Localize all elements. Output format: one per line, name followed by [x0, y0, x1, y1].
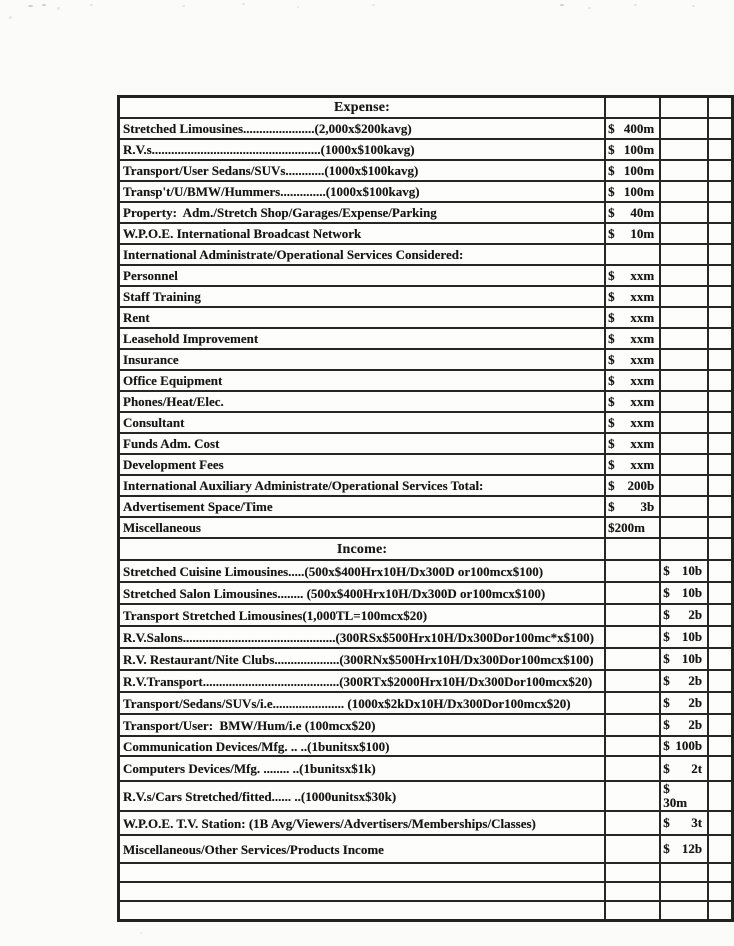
table-row	[119, 475, 733, 496]
row-label: Transport Stretched Limousines(1,000TL=100mcx$20)	[119, 604, 606, 626]
amount-value: 10m	[630, 225, 655, 241]
row-label	[119, 882, 606, 901]
table-row	[119, 670, 733, 692]
clipped-edge-cell	[708, 160, 732, 181]
clipped-edge-cell	[708, 863, 732, 882]
scan-speck	[140, 932, 142, 934]
currency-sign: $	[608, 162, 615, 178]
income-amount-cell	[660, 538, 708, 560]
expense-amount-cell	[605, 454, 660, 475]
table-row	[119, 433, 733, 454]
clipped-edge-cell	[708, 433, 732, 454]
amount-value: 10b	[681, 651, 703, 666]
clipped-edge-cell	[708, 139, 732, 160]
income-amount-cell	[660, 626, 708, 648]
clipped-edge-cell	[708, 223, 732, 244]
table-row	[119, 692, 733, 714]
clipped-edge-cell	[708, 307, 732, 328]
clipped-edge-cell	[708, 496, 732, 517]
currency-sign: $	[663, 760, 670, 776]
amount-value: 10b	[681, 585, 703, 600]
income-amount-cell	[660, 475, 708, 496]
scan-speck	[9, 16, 12, 19]
income-amount-cell	[660, 181, 708, 202]
clipped-edge-cell	[708, 901, 732, 921]
table-row	[119, 496, 733, 517]
amount-line: 30m	[663, 795, 688, 810]
income-amount-cell	[660, 433, 708, 454]
clipped-edge-cell	[708, 286, 732, 307]
income-amount-cell	[660, 756, 708, 781]
clipped-edge-cell	[708, 736, 732, 756]
income-amount-cell	[660, 736, 708, 756]
amount-value: xxm	[630, 330, 655, 346]
table-row	[119, 756, 733, 781]
row-label: Insurance	[119, 349, 606, 370]
expense-amount-cell	[605, 517, 660, 538]
currency-sign: $	[608, 372, 615, 388]
expense-amount-cell	[605, 160, 660, 181]
clipped-edge-cell	[708, 391, 732, 412]
section-title: Income:	[119, 538, 606, 560]
expense-amount-cell	[605, 118, 660, 139]
scan-speck	[692, 5, 695, 7]
expense-amount-cell	[605, 181, 660, 202]
amount-value: 100b	[675, 738, 703, 753]
table-row	[119, 835, 733, 863]
currency-sign: $	[608, 183, 615, 199]
row-label: Communication Devices/Mfg. .. ..(1bunitsx$100)	[119, 736, 606, 756]
row-label: R.V. Restaurant/Nite Clubs....................(300RNx$500Hrx10H/Dx300Dor100mcx$100)	[119, 648, 606, 670]
table-row	[119, 604, 733, 626]
income-amount-cell	[660, 328, 708, 349]
row-label: Stretched Limousines......................(2,000x$200kavg)	[119, 118, 606, 139]
scan-speck	[297, 6, 299, 8]
table-row	[119, 648, 733, 670]
currency-sign: $	[608, 393, 615, 409]
income-amount-cell	[660, 714, 708, 736]
currency-sign: $	[663, 695, 670, 710]
currency-sign: $	[608, 456, 615, 472]
currency-sign: $	[608, 414, 615, 430]
expense-amount-cell	[605, 97, 660, 119]
row-label: R.V.Transport..........................................(300RTx$2000Hrx10H/Dx300Dor100mcx$20)	[119, 670, 606, 692]
row-label: International Auxiliary Administrate/Operational Services Total:	[119, 475, 606, 496]
expense-amount-cell	[605, 756, 660, 781]
table-row	[119, 811, 733, 835]
currency-sign: $	[608, 330, 615, 346]
table-body	[119, 97, 733, 921]
amount-value: 400m	[623, 120, 655, 136]
amount-value: 200b	[627, 477, 655, 493]
row-label: R.V.s....................................................(1000x$100kavg)	[119, 139, 606, 160]
income-amount-cell	[660, 454, 708, 475]
row-label: Funds Adm. Cost	[119, 433, 606, 454]
income-amount-cell	[660, 349, 708, 370]
clipped-edge-cell	[708, 756, 732, 781]
scan-speck	[560, 4, 564, 6]
clipped-edge-cell	[708, 328, 732, 349]
table-row	[119, 901, 733, 921]
expense-amount-cell	[605, 349, 660, 370]
expense-amount-cell	[605, 244, 660, 265]
clipped-edge-cell	[708, 714, 732, 736]
income-amount-cell	[660, 160, 708, 181]
row-label: Consultant	[119, 412, 606, 433]
row-label: Office Equipment	[119, 370, 606, 391]
income-amount-cell	[660, 412, 708, 433]
expense-amount-cell	[605, 736, 660, 756]
table-row	[119, 863, 733, 882]
expense-amount-cell	[605, 560, 660, 582]
clipped-edge-cell	[708, 882, 732, 901]
amount-value: 2b	[688, 717, 703, 732]
row-label: Development Fees	[119, 454, 606, 475]
amount-value: xxm	[630, 435, 655, 451]
amount-value: 100m	[623, 141, 655, 157]
clipped-edge-cell	[708, 412, 732, 433]
table-row	[119, 781, 733, 811]
row-label: W.P.O.E. International Broadcast Network	[119, 223, 606, 244]
currency-sign: $	[608, 498, 615, 514]
table-row	[119, 349, 733, 370]
currency-sign: $	[608, 351, 615, 367]
income-amount-cell	[660, 202, 708, 223]
income-amount-cell	[660, 582, 708, 604]
row-label: Transport/Sedans/SUVs/i.e...................... (1000x$2kDx10H/Dx300Dor100mcx$20)	[119, 692, 606, 714]
income-amount-cell	[660, 391, 708, 412]
income-amount-cell	[660, 370, 708, 391]
clipped-edge-cell	[708, 370, 732, 391]
table-row	[119, 560, 733, 582]
currency-sign: $	[608, 435, 615, 451]
row-label	[119, 863, 606, 882]
row-label: Personnel	[119, 265, 606, 286]
table-row	[119, 328, 733, 349]
expense-amount-cell	[605, 412, 660, 433]
row-label: Transport/User Sedans/SUVs............(1000x$100kavg)	[119, 160, 606, 181]
expense-amount-cell	[605, 626, 660, 648]
amount-value: xxm	[630, 267, 655, 283]
table-row	[119, 223, 733, 244]
income-amount-cell	[660, 139, 708, 160]
amount-value: 2b	[688, 673, 703, 688]
amount-value: 2t	[691, 760, 703, 776]
amount-line: $	[663, 781, 670, 796]
expense-amount-cell	[605, 307, 660, 328]
currency-sign: $	[608, 120, 615, 136]
table-row	[119, 202, 733, 223]
income-amount-cell	[660, 692, 708, 714]
expense-amount-cell	[605, 692, 660, 714]
clipped-edge-cell	[708, 349, 732, 370]
income-amount-cell	[660, 265, 708, 286]
currency-sign: $	[663, 673, 670, 688]
row-label: International Administrate/Operational Services Considered:	[119, 244, 606, 265]
amount-value: xxm	[630, 288, 655, 304]
table-row	[119, 118, 733, 139]
row-label: Property: Adm./Stretch Shop/Garages/Expense/Parking	[119, 202, 606, 223]
row-label	[119, 901, 606, 921]
expense-amount-cell	[605, 433, 660, 454]
expense-amount-cell	[605, 901, 660, 921]
scan-speck	[182, 5, 185, 7]
clipped-edge-cell	[708, 811, 732, 835]
income-amount-cell	[660, 307, 708, 328]
clipped-edge-cell	[708, 692, 732, 714]
row-label: Stretched Cuisine Limousines.....(500x$400Hrx10H/Dx300D or100mcx$100)	[119, 560, 606, 582]
clipped-edge-cell	[708, 181, 732, 202]
expense-income-table	[117, 95, 734, 922]
row-label: Computers Devices/Mfg. ........ ..(1bunitsx$1k)	[119, 756, 606, 781]
row-label: R.V.Salons...............................................(300RSx$500Hrx10H/Dx300Dor100mc*x$100)	[119, 626, 606, 648]
row-label: Staff Training	[119, 286, 606, 307]
income-amount-cell	[660, 811, 708, 835]
row-label: W.P.O.E. T.V. Station: (1B Avg/Viewers/Advertisers/Memberships/Classes)	[119, 811, 606, 835]
row-label: Stretched Salon Limousines........ (500x$400Hrx10H/Dx300D or100mcx$100)	[119, 582, 606, 604]
income-amount-cell	[660, 648, 708, 670]
clipped-edge-cell	[708, 97, 732, 119]
row-label: Miscellaneous/Other Services/Products Income	[119, 835, 606, 863]
income-amount-cell	[660, 223, 708, 244]
amount-value: 100m	[623, 162, 655, 178]
expense-amount-cell	[605, 714, 660, 736]
income-amount-cell	[660, 835, 708, 863]
table-row	[119, 307, 733, 328]
scan-speck	[42, 4, 46, 6]
scan-speck	[57, 7, 60, 10]
amount-value: 12b	[681, 841, 703, 856]
table-row	[119, 160, 733, 181]
clipped-edge-cell	[708, 244, 732, 265]
currency-sign: $	[663, 651, 670, 666]
section-header-row	[119, 97, 733, 119]
income-amount-cell	[660, 286, 708, 307]
clipped-edge-cell	[708, 538, 732, 560]
scan-speck	[28, 5, 33, 7]
amount-value: 100m	[623, 183, 655, 199]
table-row	[119, 454, 733, 475]
income-amount-cell	[660, 781, 708, 811]
currency-sign: $	[663, 629, 670, 644]
table-row	[119, 370, 733, 391]
amount-value: 40m	[630, 204, 655, 220]
table-row	[119, 265, 733, 286]
expense-amount-cell	[605, 370, 660, 391]
expense-amount-cell	[605, 882, 660, 901]
clipped-edge-cell	[708, 118, 732, 139]
clipped-edge-cell	[708, 604, 732, 626]
currency-sign: $	[608, 225, 615, 241]
expense-amount-cell	[605, 223, 660, 244]
clipped-edge-cell	[708, 670, 732, 692]
currency-sign: $	[608, 141, 615, 157]
income-amount-cell	[660, 496, 708, 517]
amount-value: 10b	[681, 629, 703, 644]
amount-value: xxm	[630, 351, 655, 367]
clipped-edge-cell	[708, 454, 732, 475]
table-row	[119, 517, 733, 538]
income-amount-cell	[660, 97, 708, 119]
scan-speck	[634, 4, 637, 6]
clipped-edge-cell	[708, 517, 732, 538]
amount-value: xxm	[630, 456, 655, 472]
income-amount-cell	[660, 517, 708, 538]
row-label: Phones/Heat/Elec.	[119, 391, 606, 412]
currency-sign: $	[663, 607, 670, 622]
table-row	[119, 244, 733, 265]
expense-amount-cell	[605, 286, 660, 307]
row-label: Leasehold Improvement	[119, 328, 606, 349]
currency-sign: $	[608, 477, 615, 493]
income-amount-cell	[660, 118, 708, 139]
currency-sign: $	[663, 585, 670, 600]
amount-value: xxm	[630, 393, 655, 409]
section-header-row	[119, 538, 733, 560]
income-amount-cell	[660, 901, 708, 921]
clipped-edge-cell	[708, 560, 732, 582]
currency-sign: $	[608, 309, 615, 325]
amount-value: xxm	[630, 414, 655, 430]
currency-sign: $	[608, 204, 615, 220]
expense-amount-cell	[605, 139, 660, 160]
scan-speck	[588, 7, 591, 9]
clipped-edge-cell	[708, 582, 732, 604]
amount-value: xxm	[630, 309, 655, 325]
table-row	[119, 882, 733, 901]
clipped-edge-cell	[708, 781, 732, 811]
clipped-edge-cell	[708, 202, 732, 223]
income-amount-cell	[660, 244, 708, 265]
table-row	[119, 714, 733, 736]
clipped-edge-cell	[708, 265, 732, 286]
currency-sign: $	[663, 841, 670, 856]
table-row	[119, 412, 733, 433]
amount-value: $200m	[608, 519, 645, 535]
section-title: Expense:	[119, 97, 606, 119]
income-amount-cell	[660, 882, 708, 901]
expense-amount-cell	[605, 835, 660, 863]
amount-value: 2b	[688, 607, 703, 622]
row-label: Transp't/U/BMW/Hummers..............(1000x$100kavg)	[119, 181, 606, 202]
scan-speck	[242, 3, 245, 5]
amount-value: 3t	[691, 815, 703, 830]
table-row	[119, 139, 733, 160]
currency-sign: $	[663, 815, 670, 830]
table-row	[119, 736, 733, 756]
expense-amount-cell	[605, 496, 660, 517]
table-row	[119, 181, 733, 202]
clipped-edge-cell	[708, 475, 732, 496]
currency-sign: $	[663, 738, 670, 753]
income-amount-cell	[660, 863, 708, 882]
income-amount-cell	[660, 670, 708, 692]
expense-amount-cell	[605, 538, 660, 560]
expense-amount-cell	[605, 648, 660, 670]
amount-value: 3b	[640, 498, 655, 514]
expense-amount-cell	[605, 604, 660, 626]
currency-sign: $	[608, 288, 615, 304]
amount-value: 10b	[681, 563, 703, 578]
row-label: Advertisement Space/Time	[119, 496, 606, 517]
currency-sign: $	[663, 563, 670, 578]
expense-amount-cell	[605, 811, 660, 835]
expense-amount-cell	[605, 265, 660, 286]
expense-amount-cell	[605, 582, 660, 604]
clipped-edge-cell	[708, 626, 732, 648]
expense-amount-cell	[605, 475, 660, 496]
row-label: R.V.s/Cars Stretched/fitted...... ..(1000unitsx$30k)	[119, 781, 606, 811]
currency-sign: $	[608, 267, 615, 283]
table-row	[119, 286, 733, 307]
expense-amount-cell	[605, 781, 660, 811]
scan-speck	[372, 4, 375, 6]
table-row	[119, 626, 733, 648]
row-label: Transport/User: BMW/Hum/i.e (100mcx$20)	[119, 714, 606, 736]
expense-amount-cell	[605, 863, 660, 882]
amount-value: xxm	[630, 372, 655, 388]
scan-speck	[90, 4, 93, 6]
expense-amount-cell	[605, 670, 660, 692]
table-row	[119, 391, 733, 412]
table-row	[119, 582, 733, 604]
currency-sign: $	[663, 717, 670, 732]
income-amount-cell	[660, 604, 708, 626]
row-label: Rent	[119, 307, 606, 328]
clipped-edge-cell	[708, 648, 732, 670]
clipped-edge-cell	[708, 835, 732, 863]
expense-amount-cell	[605, 391, 660, 412]
income-amount-cell	[660, 560, 708, 582]
row-label: Miscellaneous	[119, 517, 606, 538]
expense-amount-cell	[605, 202, 660, 223]
amount-value: 2b	[688, 695, 703, 710]
expense-amount-cell	[605, 328, 660, 349]
